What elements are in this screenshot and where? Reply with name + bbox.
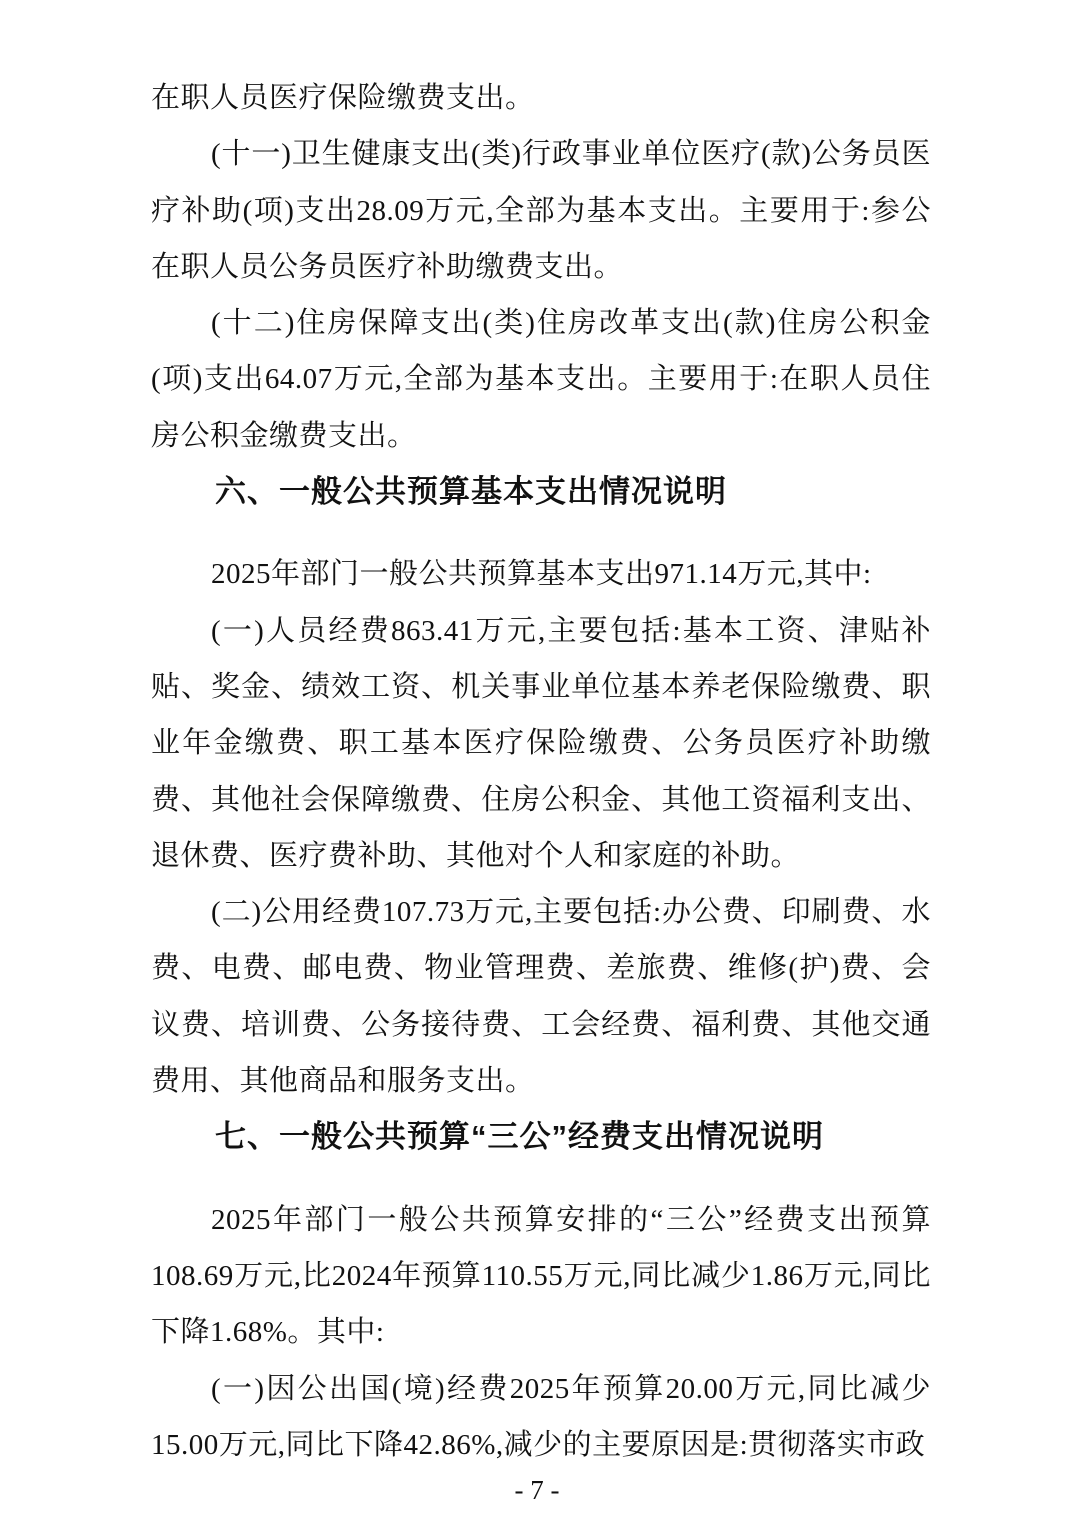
page-number: - 7 - bbox=[514, 1475, 560, 1505]
body-paragraph: 在职人员医疗保险缴费支出。 bbox=[151, 82, 535, 114]
document-content bbox=[151, 0, 931, 1473]
body-paragraph: (十二)住房保障支出(类)住房改革支出(款)住房公积金(项)支出64.07万元,全部为基本支出。主要用于:在职人员住房公积金缴费支出。 bbox=[151, 307, 931, 452]
body-paragraph: (一)因公出国(境)经费2025年预算20.00万元,同比减少15.00万元,同比下降42.86%,减少的主要原因是:贯彻落实市政 bbox=[151, 1372, 931, 1461]
body-paragraph: 2025年部门一般公共预算安排的“三公”经费支出预算108.69万元,比2024年预算110.55万元,同比减少1.86万元,同比下降1.68%。其中: bbox=[151, 1203, 931, 1349]
body-paragraph: (一)人员经费863.41万元,主要包括:基本工资、津贴补贴、奖金、绩效工资、机关事业单位基本养老保险缴费、职业年金缴费、职工基本医疗保险缴费、公务员医疗补助缴费、其他社会保障缴费、住房公积金、其他工资福利支出、退休费、医疗费补助、其他对个人和家庭的补助。 bbox=[151, 614, 931, 872]
section-heading: 七、一般公共预算“三公”经费支出情况说明 bbox=[215, 1119, 824, 1155]
body-paragraph: 2025年部门一般公共预算基本支出971.14万元,其中: bbox=[211, 558, 872, 591]
body-paragraph: (十一)卫生健康支出(类)行政事业单位医疗(款)公务员医疗补助(项)支出28.09万元,全部为基本支出。主要用于:参公在职人员公务员医疗补助缴费支出。 bbox=[151, 138, 931, 283]
section-heading: 六、一般公共预算基本支出情况说明 bbox=[215, 474, 727, 510]
body-paragraph: (二)公用经费107.73万元,主要包括:办公费、印刷费、水费、电费、邮电费、物业管理费、差旅费、维修(护)费、会议费、培训费、公务接待费、工会经费、福利费、其他交通费用、其他商品和服务支出。 bbox=[151, 896, 931, 1098]
